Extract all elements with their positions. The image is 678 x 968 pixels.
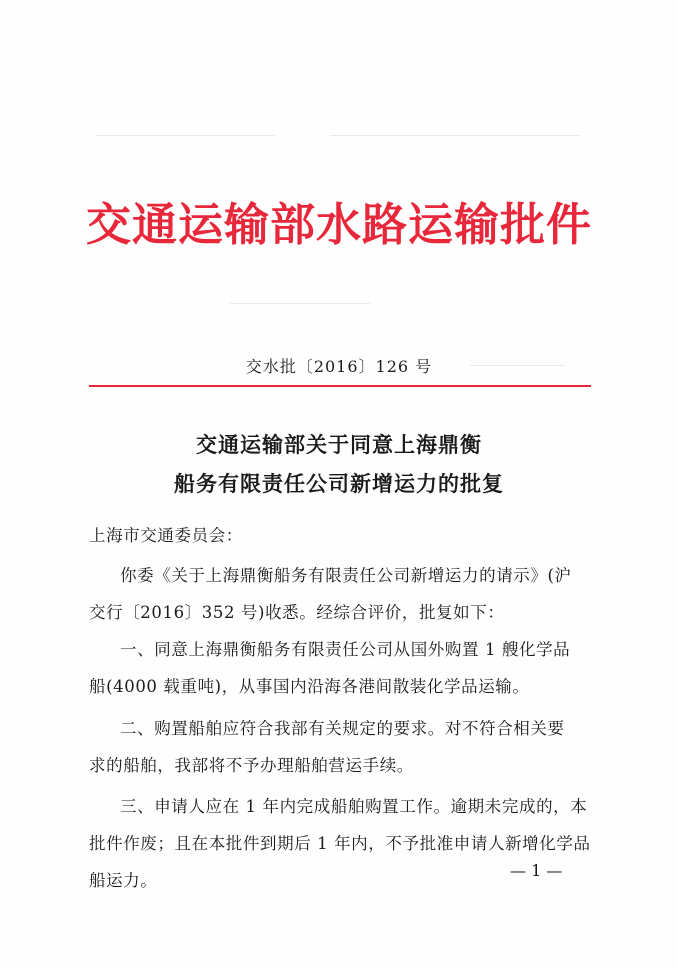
body-paragraph-line: 批件作废；且在本批件到期后 1 年内，不予批准申请人新增化学品: [89, 834, 591, 853]
body-paragraph-line: 交行〔2016〕352 号)收悉。经综合评价，批复如下：: [89, 603, 505, 622]
body-paragraph-line: 你委《关于上海鼎衡船务有限责任公司新增运力的请示》(沪: [120, 566, 572, 585]
bleed-through-line: [230, 303, 370, 304]
bleed-through-line: [95, 135, 275, 136]
body-paragraph-line: 一、同意上海鼎衡船务有限责任公司从国外购置 1 艘化学品: [120, 640, 571, 659]
body-paragraph-line: 求的船舶，我部将不予办理船舶营运手续。: [89, 756, 414, 775]
body-paragraph-line: 船(4000 载重吨)，从事国内沿海各港间散装化学品运输。: [89, 677, 530, 696]
body-paragraph-line: 船运力。: [89, 871, 158, 890]
document-number: 交水批〔2016〕126 号: [245, 357, 433, 376]
salutation: 上海市交通委员会：: [89, 526, 243, 545]
document-header-title: 交通运输部水路运输批件: [85, 198, 592, 251]
bleed-through-line: [330, 135, 580, 136]
subject-title-line-1: 交通运输部关于同意上海鼎衡: [196, 432, 482, 457]
header-red-rule: [89, 385, 591, 387]
page-number: — 1 —: [510, 861, 563, 880]
body-paragraph-line: 三、申请人应在 1 年内完成船舶购置工作。逾期未完成的，本: [120, 797, 588, 816]
subject-title-line-2: 船务有限责任公司新增运力的批复: [174, 471, 504, 496]
body-paragraph-line: 二、购置船舶应符合我部有关规定的要求。对不符合相关要: [120, 719, 565, 738]
